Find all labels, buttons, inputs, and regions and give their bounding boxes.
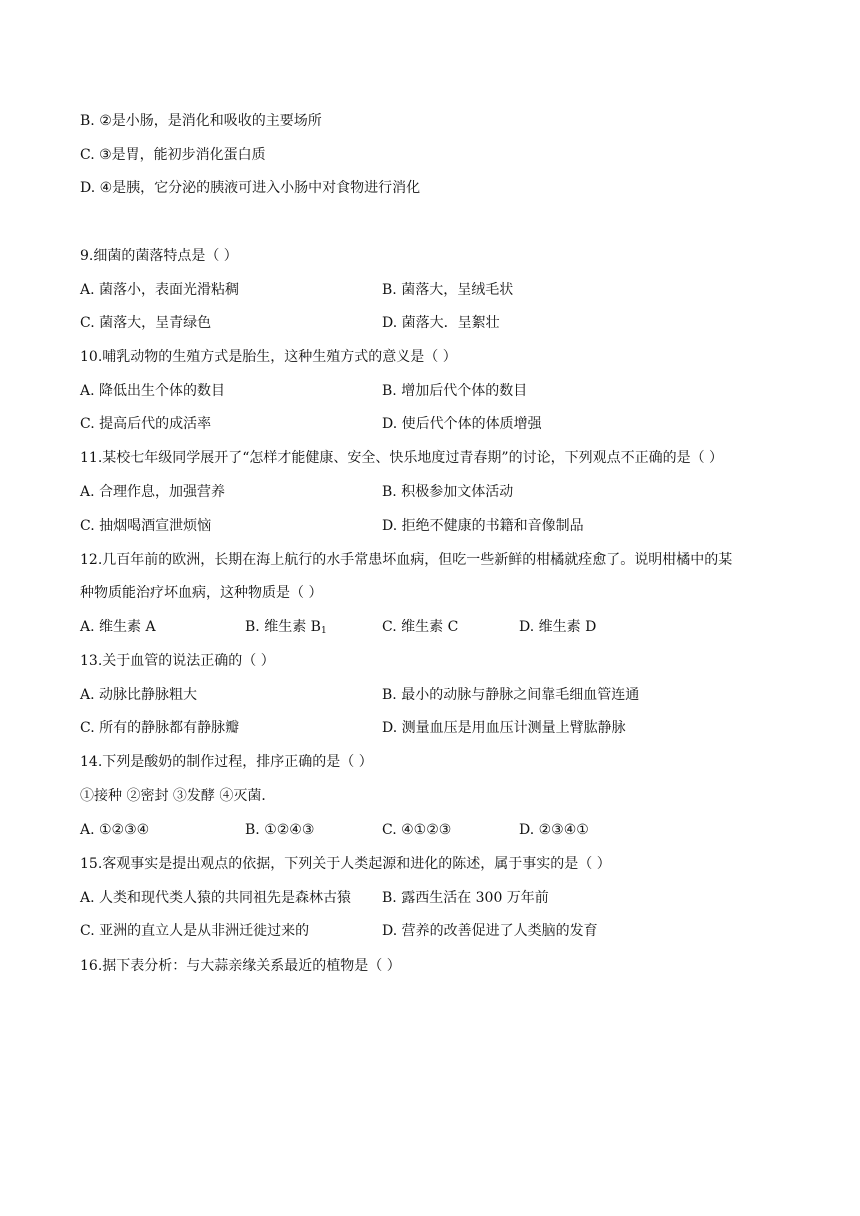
q9-stem: 9.细菌的菌落特点是（ ）	[80, 248, 238, 264]
q8-option-b: B. ②是小肠，是消化和吸收的主要场所	[80, 113, 322, 129]
q12-option-b	[245, 617, 327, 641]
q13-option-c: C. 所有的静脉都有静脉瓣	[80, 720, 240, 736]
q10-option-a: A. 降低出生个体的数目	[80, 383, 226, 399]
q8-option-c: C. ③是胃，能初步消化蛋白质	[80, 147, 266, 163]
q14-steps: ①接种 ②密封 ③发酵 ④灭菌．	[80, 788, 276, 804]
q12-stem-line1: 12.几百年前的欧洲，长期在海上航行的水手常患坏血病，但吃一些新鲜的柑橘就痊愈了。说明柑橘中的某	[80, 552, 733, 568]
q14-stem: 14.下列是酸奶的制作过程，排序正确的是（ ）	[80, 754, 373, 770]
q12-option-d: D. 维生素 D	[519, 619, 597, 635]
q12-option-c: C. 维生素 C	[382, 619, 459, 635]
q12-stem-line2: 种物质能治疗坏血病，这种物质是（ ）	[80, 585, 323, 601]
q12-option-b-subscript: 1	[320, 626, 327, 636]
q15-stem: 15.客观事实是提出观点的依据，下列关于人类起源和进化的陈述，属于事实的是（ ）	[80, 856, 611, 872]
q9-option-b: B. 菌落大，呈绒毛状	[382, 282, 514, 298]
q10-option-d: D. 使后代个体的体质增强	[382, 416, 542, 432]
q11-stem: 11.某校七年级同学展开了“怎样才能健康、安全、快乐地度过青春期”的讨论，下列观点不正确的是（ ）	[80, 450, 724, 466]
q13-stem: 13.关于血管的说法正确的（ ）	[80, 653, 275, 669]
q14-option-b: B. ①②④③	[245, 822, 315, 838]
q15-option-d: D. 营养的改善促进了人类脑的发育	[382, 923, 598, 939]
q14-option-c: C. ④①②③	[382, 822, 452, 838]
q12-option-a: A. 维生素 A	[80, 619, 156, 635]
q11-option-c: C. 抽烟喝酒宣泄烦恼	[80, 518, 212, 534]
q12-option-b-text: B. 维生素 B	[245, 619, 321, 635]
q10-option-b: B. 增加后代个体的数目	[382, 383, 528, 399]
q15-option-a: A. 人类和现代类人猿的共同祖先是森林古猿	[80, 890, 352, 906]
q11-option-d: D. 拒绝不健康的书籍和音像制品	[382, 518, 584, 534]
q15-option-b: B. 露西生活在 300 万年前	[382, 890, 549, 906]
q8-option-d: D. ④是胰，它分泌的胰液可进入小肠中对食物进行消化	[80, 180, 421, 196]
q10-stem: 10.哺乳动物的生殖方式是胎生，这种生殖方式的意义是（ ）	[80, 349, 457, 365]
q9-option-a: A. 菌落小，表面光滑粘稠	[80, 282, 240, 298]
q14-option-a: A. ①②③④	[80, 822, 150, 838]
q13-option-b: B. 最小的动脉与静脉之间靠毛细血管连通	[382, 687, 640, 703]
q13-option-a: A. 动脉比静脉粗大	[80, 687, 198, 703]
q16-stem: 16.据下表分析：与大蒜亲缘关系最近的植物是（ ）	[80, 958, 401, 974]
q15-option-c: C. 亚洲的直立人是从非洲迁徙过来的	[80, 923, 310, 939]
q11-option-a: A. 合理作息，加强营养	[80, 484, 226, 500]
q10-option-c: C. 提高后代的成活率	[80, 416, 212, 432]
q14-option-d: D. ②③④①	[519, 822, 589, 838]
q9-option-c: C. 菌落大，呈青绿色	[80, 315, 212, 331]
q13-option-d: D. 测量血压是用血压计测量上臂肱静脉	[382, 720, 626, 736]
q11-option-b: B. 积极参加文体活动	[382, 484, 514, 500]
q9-option-d: D. 菌落大．呈絮壮	[382, 315, 500, 331]
